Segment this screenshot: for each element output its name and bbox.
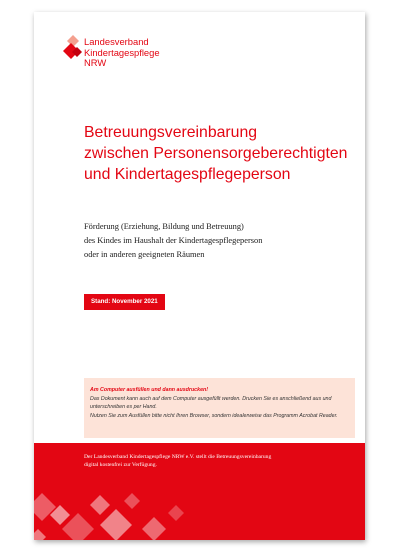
subtitle-line-1: Förderung (Erziehung, Bildung und Betreuung) (84, 222, 244, 231)
document-page (34, 12, 365, 540)
document-title (84, 122, 364, 185)
red-diamonds-logo-icon (62, 35, 82, 63)
subtitle-line-2: des Kindes im Haushalt der Kindertagespflegeperson (84, 236, 263, 245)
footer-text (84, 453, 334, 469)
footer-line-2: digital kostenfrei zur Verfügung. (84, 462, 157, 468)
footer-line-1: Der Landesverband Kindertagespflege NRW e.V. stellt die Betreuungsvereinbarung (84, 454, 272, 460)
logo-line-2: Kindertagespflege (84, 46, 160, 58)
notice-text-2: Nutzen Sie zum Ausfüllen bitte nicht Ihren Browser, sondern idealerweise das Programm Acrobat Reader. (90, 413, 338, 419)
version-date-badge: Stand: November 2021 (84, 294, 165, 310)
notice-heading: Am Computer ausfüllen und dann ausdrucken! (90, 387, 209, 393)
document-subtitle (84, 220, 354, 262)
title-line-3: und Kindertagespflegeperson (84, 166, 291, 183)
subtitle-line-3: oder in anderen geeigneten Räumen (84, 250, 205, 259)
organization-name (84, 37, 160, 69)
title-line-2: zwischen Personensorgeberechtigten (84, 145, 348, 162)
footer-band (34, 443, 365, 540)
logo-line-3: NRW (84, 57, 107, 68)
logo-line-1: Landesverband (84, 36, 149, 47)
fill-instructions-box (84, 378, 355, 438)
title-line-1: Betreuungsvereinbarung (84, 124, 258, 141)
notice-text-1: Das Dokument kann auch auf dem Computer ausgefüllt werden. Drucken Sie es anschließend aus und unterschreiben es per Hand. (90, 396, 332, 410)
